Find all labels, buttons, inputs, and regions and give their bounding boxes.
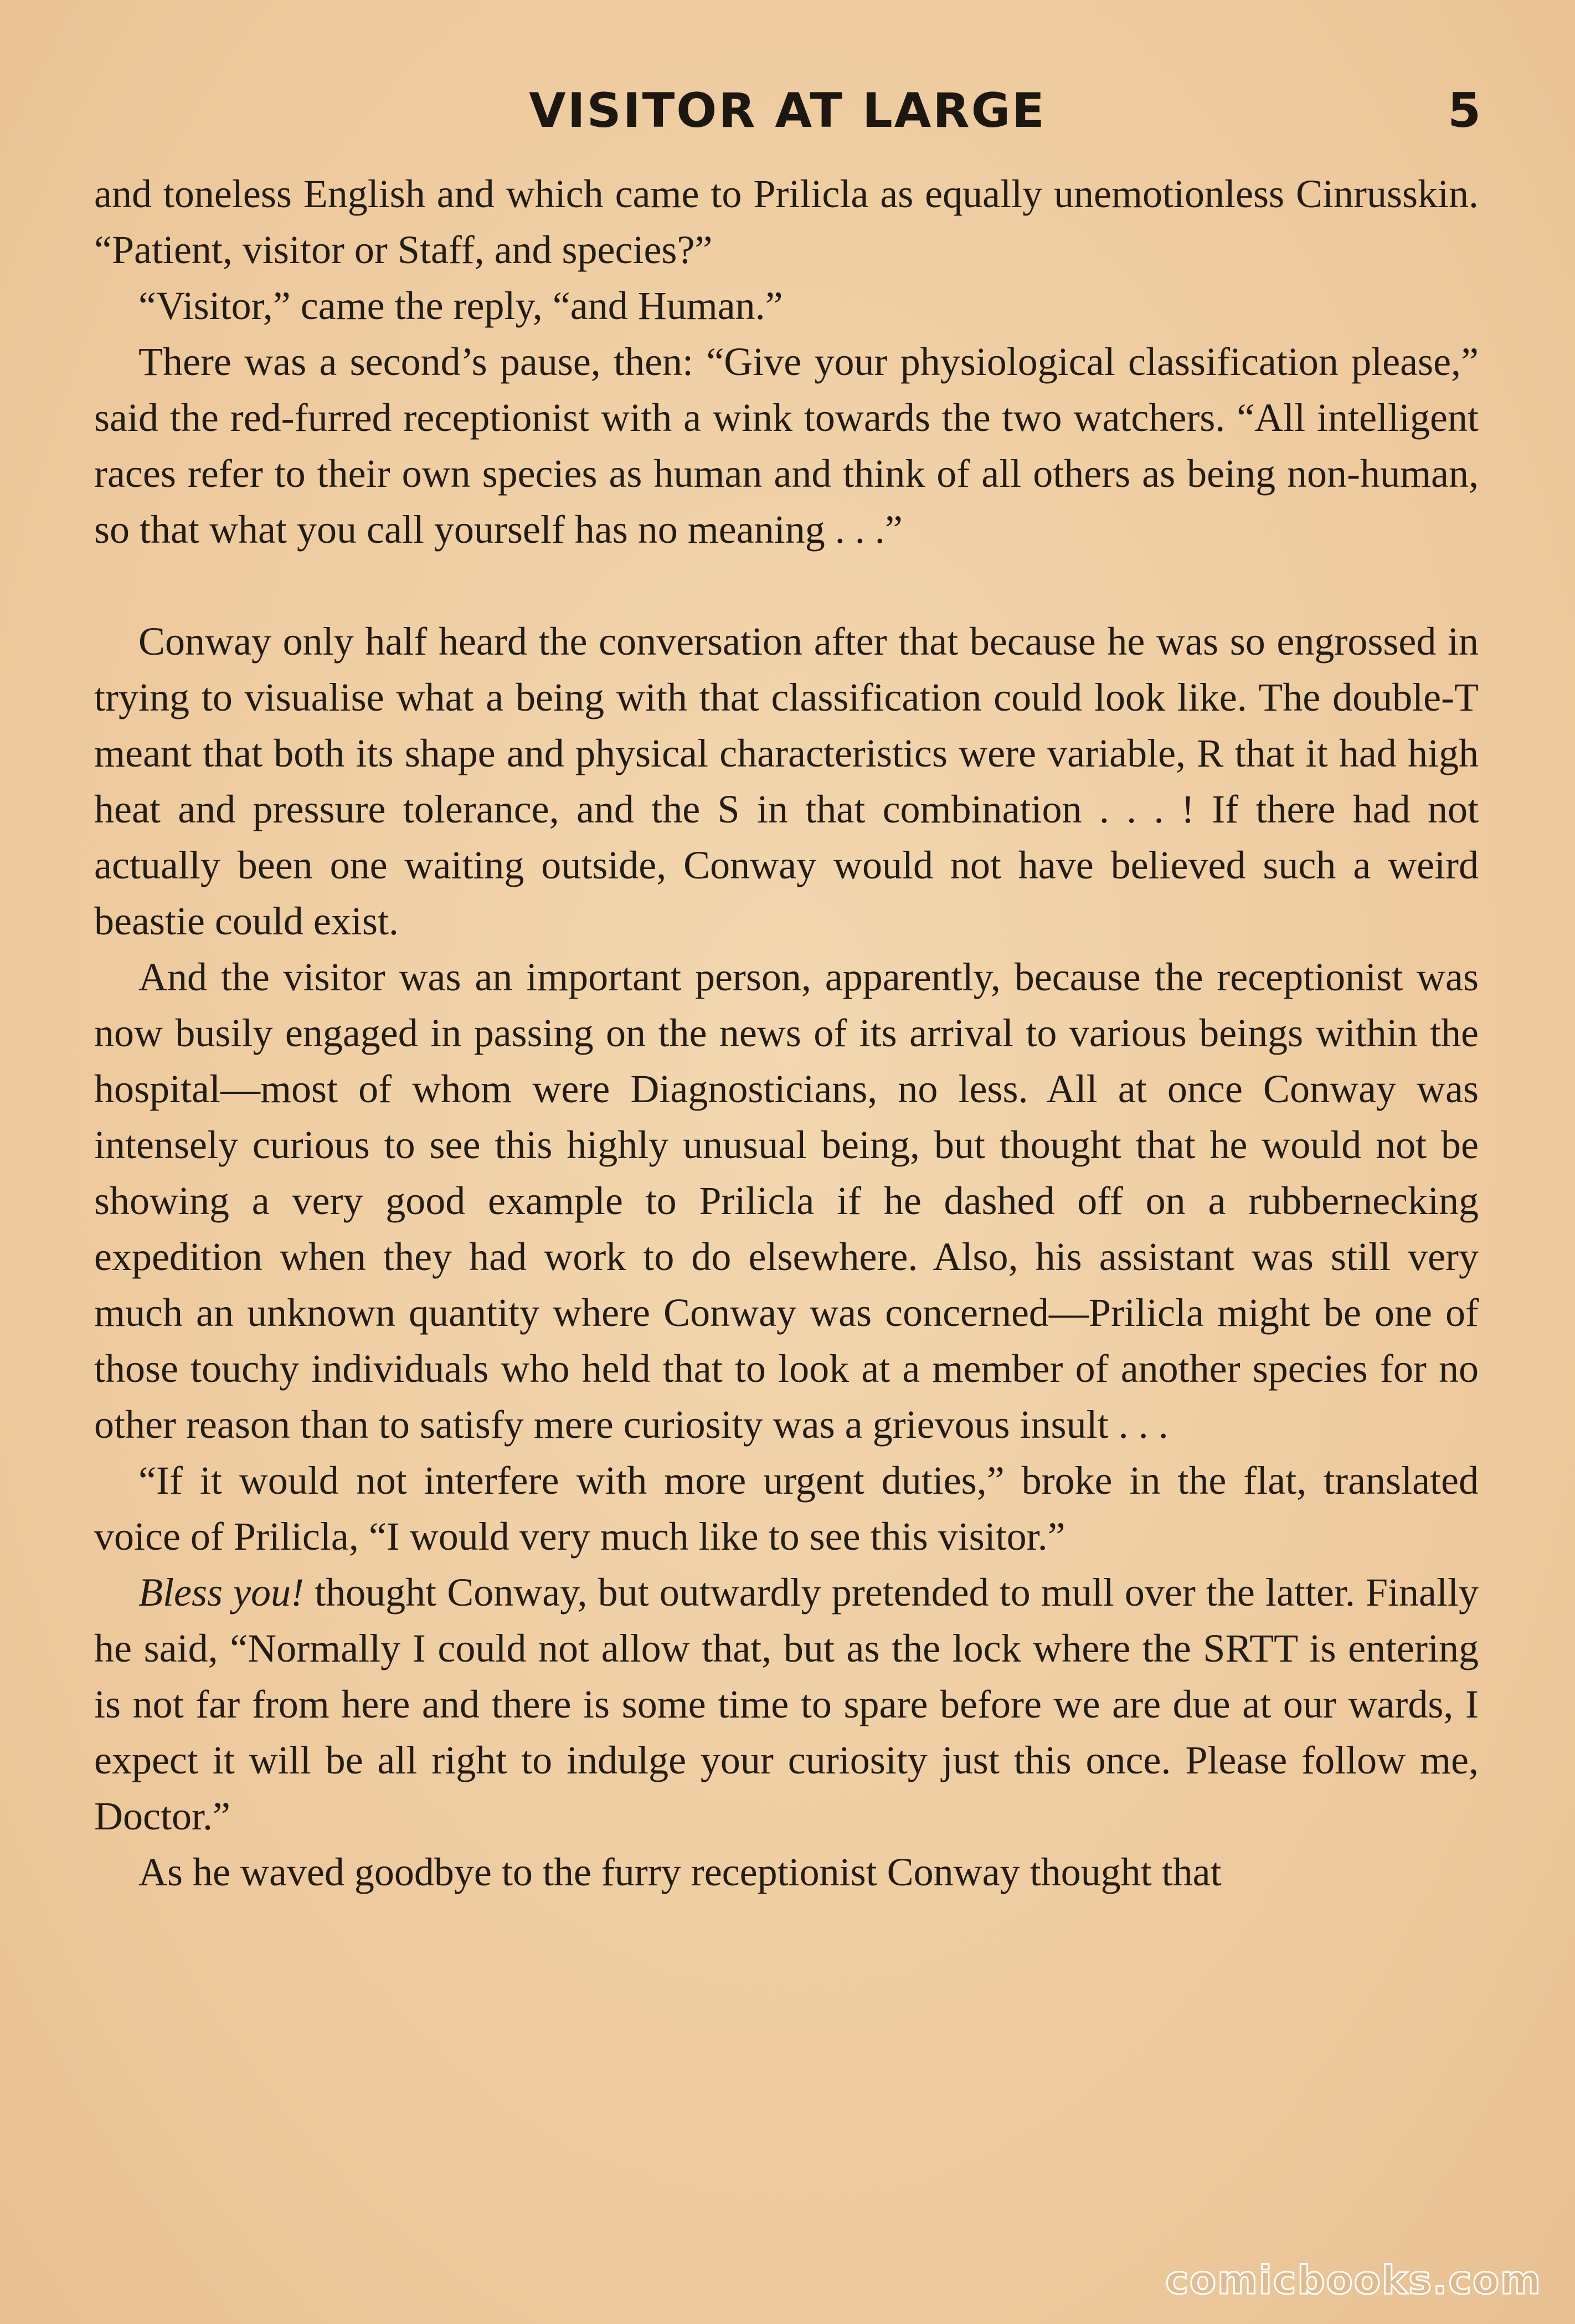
watermark-logo: comicbooks.com (1165, 2258, 1542, 2303)
paragraph-2: “Visitor,” came the reply, “and Human.” (138, 284, 783, 328)
italic-exclamation: Bless you! (138, 1570, 305, 1615)
body-text (94, 166, 1479, 1900)
paragraph-5: And the visitor was an important person, apparently, because the receptionist was now busily engaged in passing on the news of its arrival to various beings within the hospital—most of whom were Diagnosticians, no less. All at once Conway was intensely curious to see this highly unusual being, but thought that he would not be showing a very good example to Prilicla if he dashed off on a rubbernecking expedition when they had work to do elsewhere. Also, his assistant was still very much an unknown quantity where Conway was concerned—Prilicla might be one of those touchy individuals who held that to look at a member of another species for no other reason than to satisfy mere curiosity was a grievous insult . . . (94, 955, 1479, 1447)
paragraph-1: and toneless English and which came to Prilicla as equally unemotionless Cinrusskin. “Patient, visitor or Staff, and species?” (94, 172, 1479, 272)
paragraph-4: Conway only half heard the conversation after that because he was so engrossed in trying to visualise what a being with that classification could look like. The double-T meant that both its shape and physical characteristics were variable, R that it had high heat and pressure tolerance, and the S in that combination . . . ! If there had not actually been one waiting outside, Conway would not have believed such a weird beastie could exist. (94, 619, 1479, 943)
paragraph-8: As he waved goodbye to the furry receptionist Conway thought that (138, 1850, 1222, 1894)
paragraph-3: There was a second’s pause, then: “Give your physiological classification please,” said the red-furred receptionist with a wink towards the two watchers. “All intelligent races refer to their own species as human and think of all others as being non-human, so that what you call yourself has no meaning . . .” (94, 340, 1479, 552)
paragraph-7-text: thought Conway, but outwardly pretended to mull over the latter. Finally he said, “Normally I could not allow that, but as the lock where the SRTT is entering is not far from here and there is some time to spare before we are due at our wards, I expect it will be all right to indulge your curiosity just this once. Please follow me, Doctor.” (94, 1570, 1479, 1838)
paragraph-7 (94, 1565, 1479, 1844)
page-header (94, 83, 1481, 150)
running-title: VISITOR AT LARGE (529, 83, 1046, 138)
page-number: 5 (1448, 83, 1481, 138)
paragraph-6: “If it would not interfere with more urgent duties,” broke in the flat, translated voice of Prilicla, “I would very much like to see this visitor.” (94, 1458, 1479, 1559)
